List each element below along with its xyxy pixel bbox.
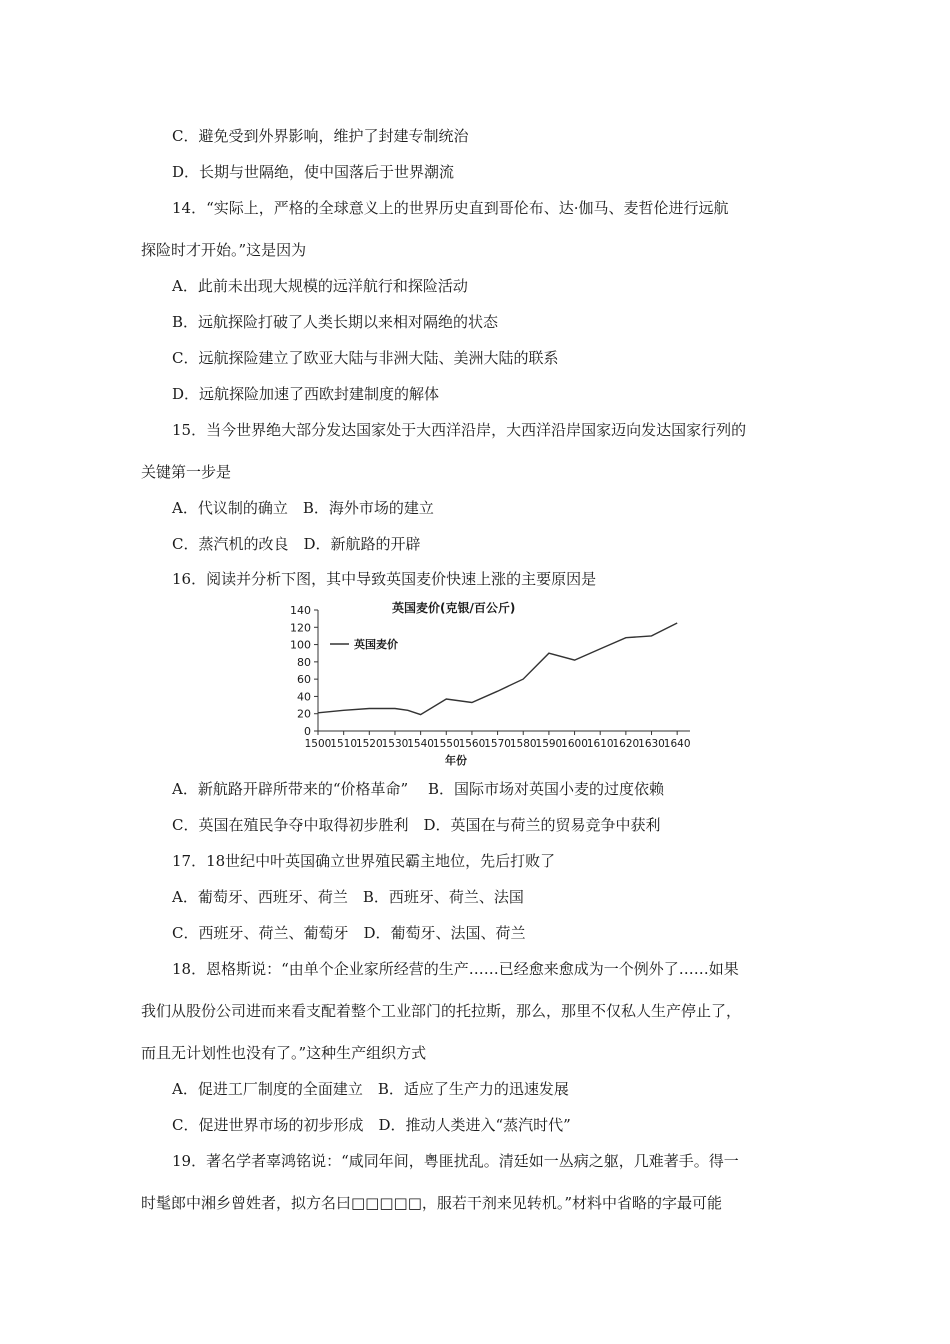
- y-tick-label: 100: [290, 638, 311, 652]
- question-15-stem: 15．当今世界绝大部分发达国家处于大西洋沿岸，大西洋沿岸国家迈向发达国家行列的: [172, 421, 747, 439]
- x-tick-label: 1640: [663, 738, 691, 750]
- option-15cd: C．蒸汽机的改良 D．新航路的开辟: [172, 535, 421, 553]
- x-tick-label: 1600: [561, 738, 588, 750]
- option-14a: A．此前未出现大规模的远洋航行和探险活动: [172, 277, 468, 295]
- y-tick-label: 20: [297, 707, 311, 721]
- y-tick-label: 40: [297, 690, 311, 704]
- x-tick-label: 1590: [535, 738, 563, 750]
- option-17cd: C．西班牙、荷兰、葡萄牙 D．葡萄牙、法国、荷兰: [172, 924, 526, 942]
- y-tick-label: 80: [297, 655, 311, 669]
- question-17-stem: 17．18世纪中叶英国确立世界殖民霸主地位，先后打败了: [172, 852, 556, 870]
- x-ticks: [305, 731, 691, 750]
- x-tick-label: 1540: [407, 738, 434, 750]
- chart-axes: [318, 610, 690, 731]
- option-15ab: A．代议制的确立 B．海外市场的建立: [172, 499, 434, 517]
- option-16cd: C．英国在殖民争夺中取得初步胜利 D．英国在与荷兰的贸易竞争中获利: [172, 816, 661, 834]
- option-14d: D．远航探险加速了西欧封建制度的解体: [172, 385, 440, 403]
- question-15-stem-cont: 关键第一步是: [141, 463, 232, 481]
- x-tick-label: 1550: [432, 738, 460, 750]
- question-19-stem: 19．著名学者辜鸿铭说：“咸同年间，粤匪扰乱。清廷如一丛病之躯，几难著手。得一: [172, 1152, 739, 1170]
- question-16-stem: 16．阅读并分析下图，其中导致英国麦价快速上涨的主要原因是: [172, 570, 597, 588]
- option-14b: B．远航探险打破了人类长期以来相对隔绝的状态: [172, 313, 499, 331]
- option-18ab: A．促进工厂制度的全面建立 B．适应了生产力的迅速发展: [172, 1080, 569, 1098]
- question-14-stem-cont: 探险时才开始。”这是因为: [141, 241, 307, 259]
- x-tick-label: 1530: [381, 738, 409, 750]
- y-tick-label: 120: [290, 621, 311, 635]
- x-tick-label: 1570: [484, 738, 511, 750]
- option-13d: D．长期与世隔绝，使中国落后于世界潮流: [172, 163, 455, 181]
- option-16ab: A．新航路开辟所带来的“价格革命” B．国际市场对英国小麦的过度依赖: [172, 780, 664, 798]
- x-tick-label: 1580: [509, 738, 537, 750]
- question-18-stem: 18．恩格斯说：“由单个企业家所经营的生产……已经愈来愈成为一个例外了……如果: [172, 960, 739, 978]
- x-tick-label: 1620: [612, 738, 640, 750]
- question-18-stem-cont2: 而且无计划性也没有了。”这种生产组织方式: [141, 1044, 427, 1062]
- question-14-stem: 14．“实际上，严格的全球意义上的世界历史直到哥伦布、达·伽马、麦哲伦进行远航: [172, 199, 729, 217]
- option-18cd: C．促进世界市场的初步形成 D．推动人类进入“蒸汽时代”: [172, 1116, 571, 1134]
- option-17ab: A．葡萄牙、西班牙、荷兰 B．西班牙、荷兰、法国: [172, 888, 524, 906]
- series-line-英国麦价: [318, 623, 677, 715]
- y-ticks: [290, 604, 318, 738]
- option-13c: C．避免受到外界影响，维护了封建专制统治: [172, 127, 469, 145]
- chart-title: 英国麦价(克银/百公斤): [392, 601, 516, 615]
- x-tick-label: 1510: [330, 738, 358, 750]
- y-tick-label: 60: [297, 673, 311, 687]
- legend-label: 英国麦价: [354, 638, 398, 651]
- x-tick-label: 1610: [586, 738, 614, 750]
- y-tick-label: 0: [304, 725, 311, 738]
- x-axis-label: 年份: [445, 754, 467, 767]
- y-tick-label: 140: [290, 604, 311, 617]
- question-18-stem-cont1: 我们从股份公司进而来看支配着整个工业部门的托拉斯，那么，那里不仅私人生产停止了，: [141, 1002, 742, 1020]
- x-tick-label: 1520: [355, 738, 383, 750]
- question-19-stem-cont: 时髦郎中湘乡曾姓者，拟方名曰□□□□□，服若干剂来见转机。”材料中省略的字最可能: [141, 1194, 723, 1212]
- option-14c: C．远航探险建立了欧亚大陆与非洲大陆、美洲大陆的联系: [172, 349, 559, 367]
- x-tick-label: 1560: [458, 738, 486, 750]
- x-tick-label: 1630: [638, 738, 665, 750]
- x-tick-label: 1500: [304, 738, 332, 750]
- wheat-price-chart: [272, 596, 712, 768]
